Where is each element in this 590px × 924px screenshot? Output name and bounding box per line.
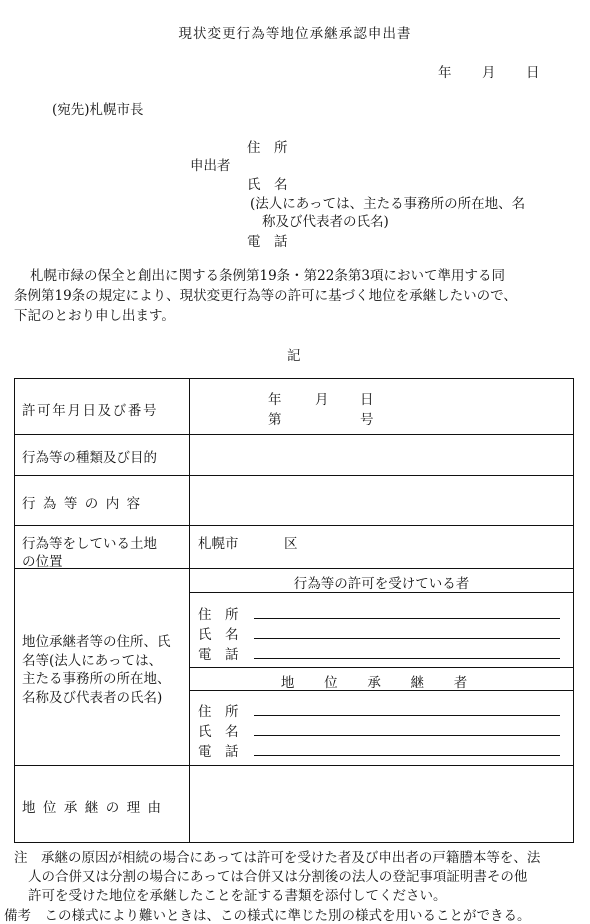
body-paragraph — [14, 266, 574, 326]
content-label — [22, 492, 148, 512]
holder-name-line[interactable] — [254, 638, 560, 639]
ki-heading: 記 — [287, 348, 301, 364]
successor-phone-label: 電 話 — [198, 744, 239, 760]
successor-name-label: 氏 名 — [198, 724, 239, 740]
successor-label-4: 名称及び代表者の氏名) — [22, 690, 163, 706]
content-value[interactable] — [190, 476, 573, 525]
note-block — [14, 849, 540, 906]
subheader-divider — [189, 592, 574, 593]
applicant-label: 申出者 — [190, 158, 231, 174]
reason-label-wrap — [22, 796, 168, 816]
content-label-text: 行為等の内容 — [22, 496, 148, 512]
location-city: 札幌市 — [198, 536, 239, 552]
row-divider — [14, 525, 574, 526]
location-ward: 区 — [284, 536, 298, 552]
applicant-corp-note-1: (法人にあっては、主たる事務所の所在地、名 — [250, 196, 526, 212]
month-label: 月 — [482, 65, 496, 81]
permit-no-prefix: 第 — [268, 412, 282, 428]
addressee: (宛先)札幌市長 — [52, 102, 144, 118]
note-line-3: 許可を受けた地位を承継したことを証する書類を添付してください。 — [28, 888, 447, 904]
note-line-1: 注 承継の原因が相続の場合にあっては許可を受けた者及び申出者の戸籍謄本等を、法 — [14, 850, 541, 866]
reason-label: 地位承継の理由 — [22, 800, 169, 816]
permit-year: 年 — [268, 392, 282, 408]
holder-phone-line[interactable] — [254, 658, 560, 659]
body-line-1: 札幌市緑の保全と創出に関する条例第19条・第22条第3項において準用する同 — [30, 268, 505, 284]
permit-label: 許可年月日及び番号 — [22, 403, 159, 419]
location-label-2: の位置 — [22, 554, 63, 570]
holder-phone-label: 電 話 — [198, 647, 239, 663]
type-label: 行為等の種類及び目的 — [22, 450, 157, 466]
successor-label-1: 地位承継者等の住所、氏 — [22, 634, 171, 650]
applicant-name-label: 氏 名 — [247, 177, 288, 193]
successor-address-line[interactable] — [254, 715, 560, 716]
reason-value[interactable] — [190, 766, 573, 842]
permit-day: 日 — [360, 392, 374, 408]
permit-no-suffix: 号 — [360, 412, 374, 428]
subheader-divider — [189, 667, 574, 668]
document-title: 現状変更行為等地位承継承認申出書 — [178, 26, 412, 42]
remark: 備考 この様式により難いときは、この様式に準じた別の様式を用いることができる。 — [4, 908, 531, 924]
holder-name-label: 氏 名 — [198, 627, 239, 643]
note-line-2: 人の合併又は分割の場合にあっては合併又は分割後の法人の登記事項証明書その他 — [28, 869, 528, 885]
successor-address-label: 住 所 — [198, 704, 239, 720]
successor-name-line[interactable] — [254, 735, 560, 736]
holder-address-label: 住 所 — [198, 607, 239, 623]
holder-address-line[interactable] — [254, 618, 560, 619]
day-label: 日 — [526, 65, 540, 81]
type-value[interactable] — [190, 435, 573, 475]
location-label-1: 行為等をしている土地 — [22, 536, 157, 552]
applicant-phone-label: 電 話 — [247, 234, 288, 250]
row-divider — [14, 568, 574, 569]
body-line-3: 下記のとおり申し出ます。 — [14, 308, 175, 324]
successor-phone-line[interactable] — [254, 755, 560, 756]
permit-holder-header: 行為等の許可を受けている者 — [293, 576, 470, 592]
body-line-2: 条例第19条の規定により、現状変更行為等の許可に基づく地位を承継したいので、 — [14, 288, 517, 304]
successor-header: 地位承継者 — [280, 675, 497, 691]
year-label: 年 — [438, 65, 452, 81]
successor-label-3: 主たる事務所の所在地、 — [22, 671, 171, 687]
permit-month: 月 — [315, 392, 329, 408]
successor-label-2: 名等(法人にあっては、 — [22, 653, 163, 669]
applicant-corp-note-2: 称及び代表者の氏名) — [262, 214, 389, 230]
applicant-address-label: 住 所 — [247, 140, 288, 156]
